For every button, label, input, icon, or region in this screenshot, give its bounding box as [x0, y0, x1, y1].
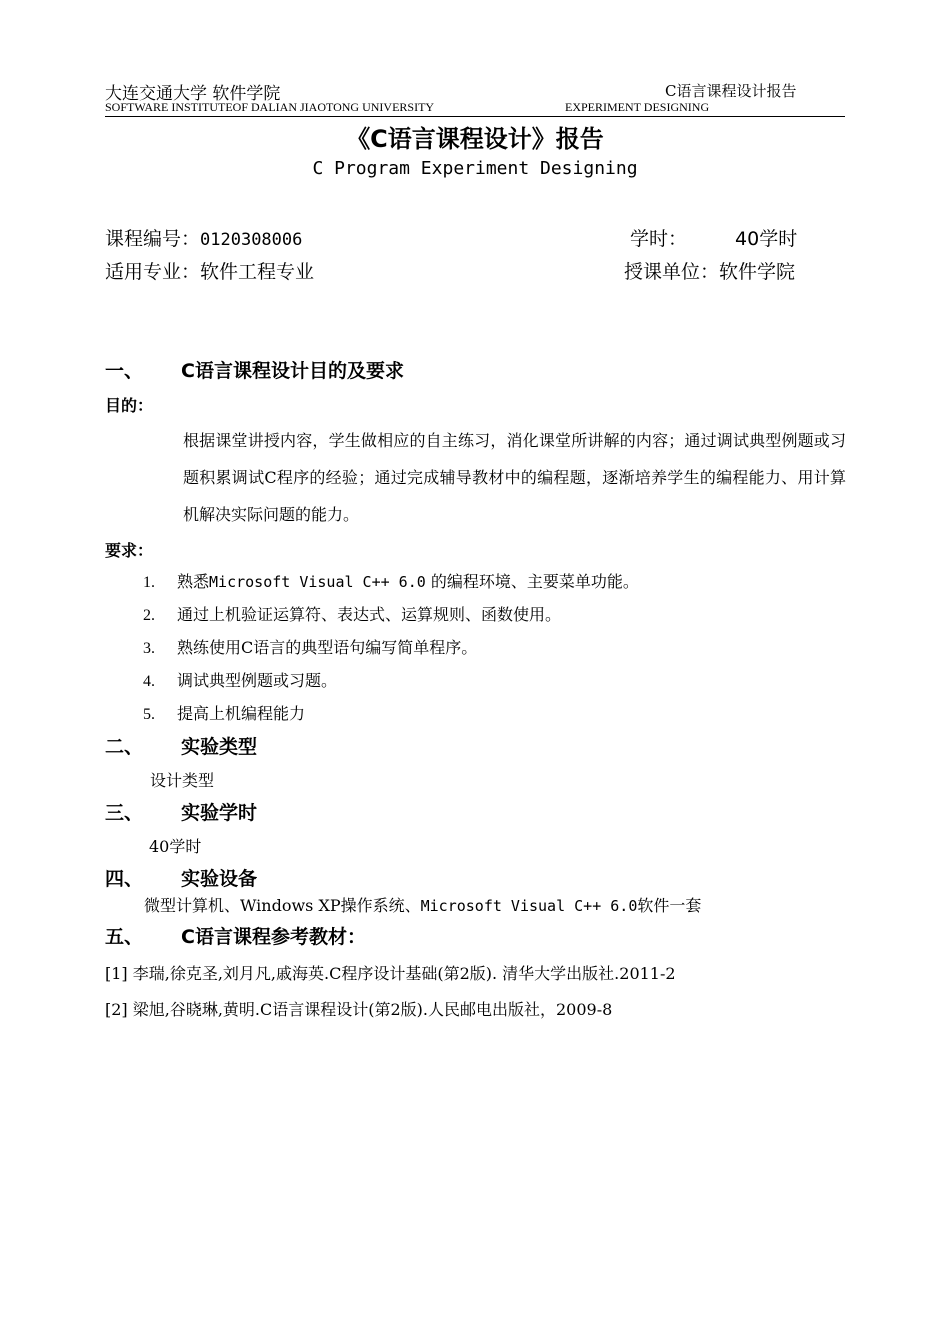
requirement-number: 1. — [143, 574, 155, 591]
hours-value: 40学时 — [735, 228, 798, 250]
section-3-title: 实验学时 — [181, 802, 258, 824]
section-5-number: 五、 — [105, 926, 144, 948]
section-1-title: C语言课程设计目的及要求 — [181, 360, 404, 382]
requirement-item-1 — [143, 569, 639, 592]
header-institution-cn: 大连交通大学 软件学院 — [105, 84, 281, 104]
section-4-heading — [105, 864, 257, 891]
reference-item-2: [2] 梁旭,谷晓琳,黄明.C语言课程设计(第2版).人民邮电出版社，2009-8 — [105, 1000, 613, 1019]
section-2-title: 实验类型 — [181, 736, 258, 758]
course-code-row — [105, 224, 302, 251]
requirement-text-post: 的编程环境、主要菜单功能。 — [425, 572, 639, 591]
requirement-item-5 — [143, 701, 305, 724]
major-value: 软件工程专业 — [200, 261, 315, 283]
requirement-text-pre: 熟悉 — [177, 572, 210, 591]
equipment-line — [144, 893, 701, 916]
section-3-number: 三、 — [105, 802, 144, 824]
major-label: 适用专业： — [105, 261, 201, 283]
requirement-text: 熟练使用C语言的典型语句编写简单程序。 — [177, 638, 478, 657]
requirement-number: 2. — [143, 607, 155, 624]
requirement-number: 5. — [143, 706, 155, 723]
header-institution-en: SOFTWARE INSTITUTEOF DALIAN JIAOTONG UNIVERSITY — [105, 100, 435, 114]
requirement-software-name: Microsoft Visual C++ 6.0 — [209, 573, 426, 591]
course-code-label: 课程编号： — [105, 228, 201, 250]
section-2-heading — [105, 732, 257, 759]
requirement-number: 3. — [143, 640, 155, 657]
header-rule — [105, 116, 845, 117]
document-subtitle: C Program Experiment Designing — [312, 158, 638, 179]
requirement-item-4 — [143, 668, 337, 691]
section-2-number: 二、 — [105, 736, 144, 758]
course-code-value: 0120308006 — [200, 230, 303, 250]
requirement-item-3 — [143, 635, 477, 658]
section-5-title: C语言课程参考教材： — [181, 926, 366, 948]
unit-label: 授课单位： — [624, 261, 720, 283]
requirement-text: 通过上机验证运算符、表达式、运算规则、函数使用。 — [177, 605, 562, 624]
section-1-number: 一、 — [105, 360, 144, 382]
major-row — [105, 257, 314, 284]
purpose-label: 目的： — [105, 396, 154, 415]
experiment-type-value: 设计类型 — [150, 771, 215, 790]
header-report-cn: C语言课程设计报告 — [665, 82, 797, 100]
section-1-heading — [105, 356, 404, 383]
requirement-item-2 — [143, 602, 561, 625]
equipment-software-name: Microsoft Visual C++ 6.0 — [420, 897, 638, 915]
purpose-paragraph: 根据课堂讲授内容，学生做相应的自主练习，消化课堂所讲解的内容；通过调试典型例题或习题积累调试C程序的经验；通过完成辅导教材中的编程题，逐渐培养学生的编程能力、用计算机解决实际问题的能力。 — [183, 431, 846, 524]
requirement-text: 提高上机编程能力 — [177, 704, 306, 723]
requirements-label: 要求： — [105, 541, 154, 560]
document-title: 《C语言课程设计》报告 — [346, 125, 604, 153]
equipment-text-post: 软件一套 — [637, 896, 702, 915]
section-5-heading — [105, 922, 366, 949]
requirement-number: 4. — [143, 673, 155, 690]
section-3-heading — [105, 798, 257, 825]
unit-row — [624, 257, 795, 284]
unit-value: 软件学院 — [719, 261, 796, 283]
header-report-en: EXPERIMENT DESIGNING — [565, 100, 710, 114]
experiment-hours-value: 40学时 — [149, 837, 202, 856]
section-4-title: 实验设备 — [181, 868, 258, 890]
hours-label: 学时： — [630, 228, 688, 250]
requirement-text: 调试典型例题或习题。 — [177, 671, 338, 690]
equipment-text-pre: 微型计算机、Windows XP操作系统、 — [144, 896, 421, 915]
hours-row — [630, 224, 797, 251]
section-4-number: 四、 — [105, 868, 144, 890]
reference-item-1: [1] 李瑞,徐克圣,刘月凡,戚海英.C程序设计基础(第2版). 清华大学出版社.2011-2 — [105, 964, 676, 983]
